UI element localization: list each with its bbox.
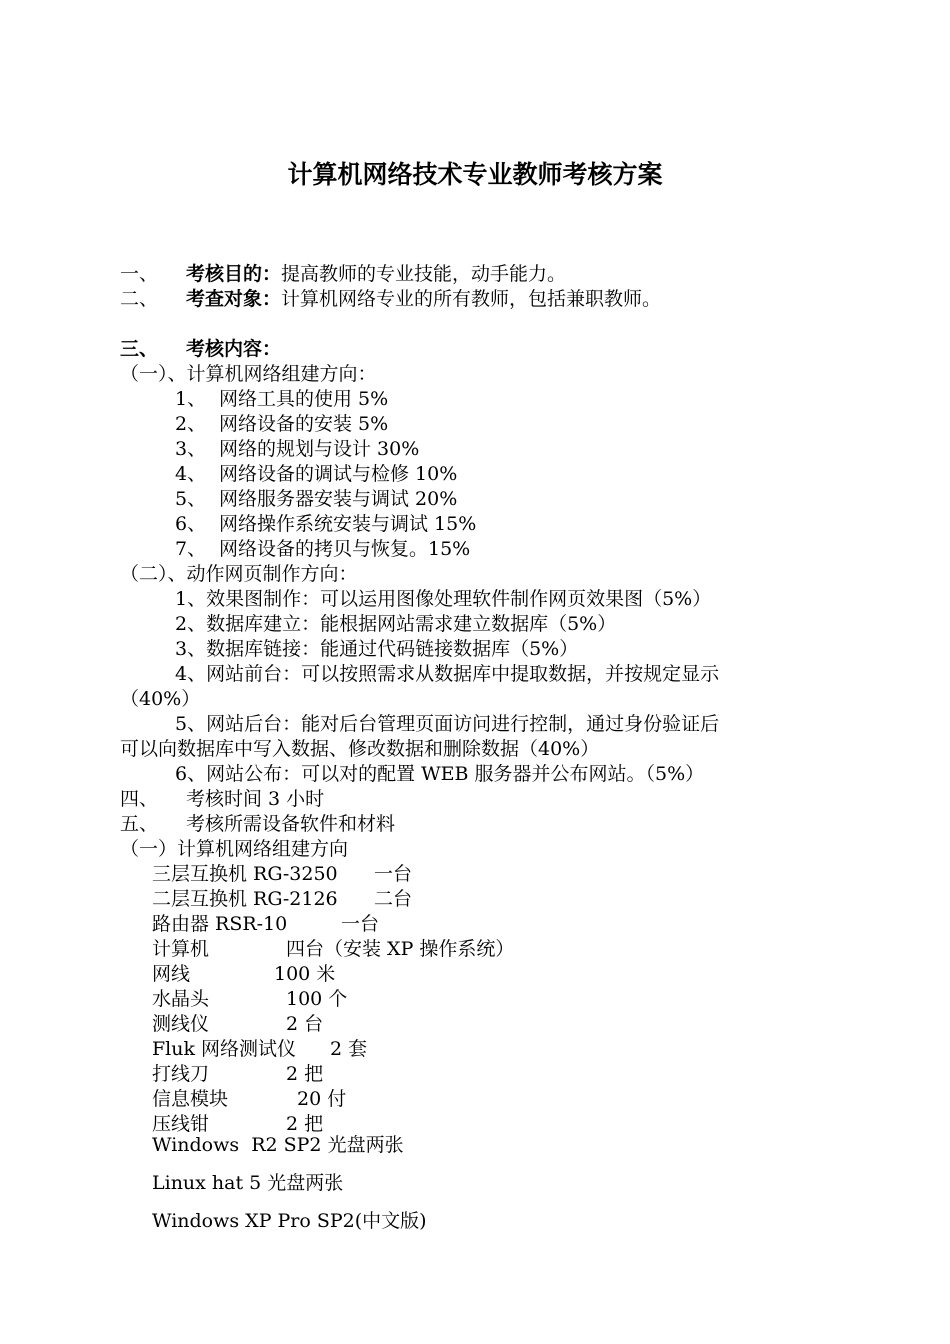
equipment-qty: 2 套 xyxy=(330,1038,368,1060)
list-item-number: 4、 xyxy=(175,463,207,485)
list-item-number: 5、 xyxy=(175,488,207,510)
equipment-name: 计算机 xyxy=(152,938,210,960)
equipment-name: Fluk 网络测试仪 xyxy=(152,1038,297,1060)
equipment-name: 信息模块 xyxy=(152,1088,229,1110)
section-1-number: 一、 xyxy=(120,263,159,285)
list-item: 网络操作系统安装与调试 15% xyxy=(219,513,477,535)
list-item-number: 7、 xyxy=(175,538,207,560)
list-item: 网络的规划与设计 30% xyxy=(219,438,420,460)
equipment-qty: 二台 xyxy=(374,888,413,910)
subsection-network-heading: （一）、计算机网络组建方向： xyxy=(120,363,377,385)
list-item-continuation: 可以向数据库中写入数据、修改数据和删除数据（40%） xyxy=(120,738,600,760)
list-item-number: 1、 xyxy=(175,388,207,410)
equipment-name: 路由器 RSR-10 xyxy=(152,913,288,935)
section-2-text: 计算机网络专业的所有教师，包括兼职教师。 xyxy=(281,288,662,310)
equipment-qty: 20 付 xyxy=(297,1088,347,1110)
equipment-name: 压线钳 xyxy=(152,1113,210,1135)
equipment-name: 测线仪 xyxy=(152,1013,210,1035)
section-1-label: 考核目的： xyxy=(186,263,282,285)
list-item: 1、效果图制作：可以运用图像处理软件制作网页效果图（5%） xyxy=(175,588,712,610)
section-2 xyxy=(186,287,661,312)
subsection-equipment-heading: （一）计算机网络组建方向 xyxy=(120,838,349,860)
list-item: 网络工具的使用 5% xyxy=(219,388,389,410)
list-item: 5、网站后台：能对后台管理页面访问进行控制，通过身份验证后 xyxy=(175,713,720,735)
software-item: Windows XP Pro SP2(中文版) xyxy=(152,1210,427,1232)
list-item-number: 6、 xyxy=(175,513,207,535)
section-4-number: 四、 xyxy=(120,788,159,810)
list-item: 6、网站公布：可以对的配置 WEB 服务器并公布网站。（5%） xyxy=(175,763,705,785)
equipment-name: 三层互换机 RG-3250 xyxy=(152,863,338,885)
section-5-number: 五、 xyxy=(120,813,159,835)
list-item: 网络服务器安装与调试 20% xyxy=(219,488,458,510)
equipment-qty: 2 把 xyxy=(286,1113,324,1135)
section-3-number: 三、 xyxy=(120,338,159,360)
page-title: 计算机网络技术专业教师考核方案 xyxy=(287,160,663,189)
equipment-name: 水晶头 xyxy=(152,988,210,1010)
section-4-text: 考核时间 3 小时 xyxy=(186,788,325,810)
software-item: Windows R2 SP2 光盘两张 xyxy=(152,1134,404,1156)
equipment-name: 二层互换机 RG-2126 xyxy=(152,888,338,910)
equipment-qty: 100 米 xyxy=(274,963,336,985)
list-item: 2、数据库建立：能根据网站需求建立数据库（5%） xyxy=(175,613,617,635)
list-item: 网络设备的调试与检修 10% xyxy=(219,463,458,485)
section-1-text: 提高教师的专业技能，动手能力。 xyxy=(281,263,567,285)
subsection-web-heading: （二）、动作网页制作方向： xyxy=(120,563,358,585)
equipment-name: 网线 xyxy=(152,963,191,985)
list-item: 3、数据库链接：能通过代码链接数据库（5%） xyxy=(175,638,579,660)
list-item-number: 3、 xyxy=(175,438,207,460)
list-item: 网络设备的拷贝与恢复。15% xyxy=(219,538,471,560)
equipment-qty: 2 把 xyxy=(286,1063,324,1085)
equipment-qty: 一台 xyxy=(341,913,380,935)
list-item: 网络设备的安装 5% xyxy=(219,413,389,435)
section-5-text: 考核所需设备软件和材料 xyxy=(186,813,396,835)
equipment-qty: 四台（安装 XP 操作系统） xyxy=(286,938,515,960)
section-1 xyxy=(186,262,566,287)
list-item-number: 2、 xyxy=(175,413,207,435)
list-item: 4、网站前台：可以按照需求从数据库中提取数据，并按规定显示 xyxy=(175,663,720,685)
section-2-number: 二、 xyxy=(120,288,159,310)
equipment-qty: 2 台 xyxy=(286,1013,324,1035)
section-2-label: 考查对象： xyxy=(186,288,282,310)
software-item: Linux hat 5 光盘两张 xyxy=(152,1172,344,1194)
section-3-label: 考核内容： xyxy=(186,338,282,360)
equipment-name: 打线刀 xyxy=(152,1063,210,1085)
equipment-qty: 一台 xyxy=(374,863,413,885)
list-item-continuation: （40%） xyxy=(120,688,201,710)
equipment-qty: 100 个 xyxy=(286,988,348,1010)
